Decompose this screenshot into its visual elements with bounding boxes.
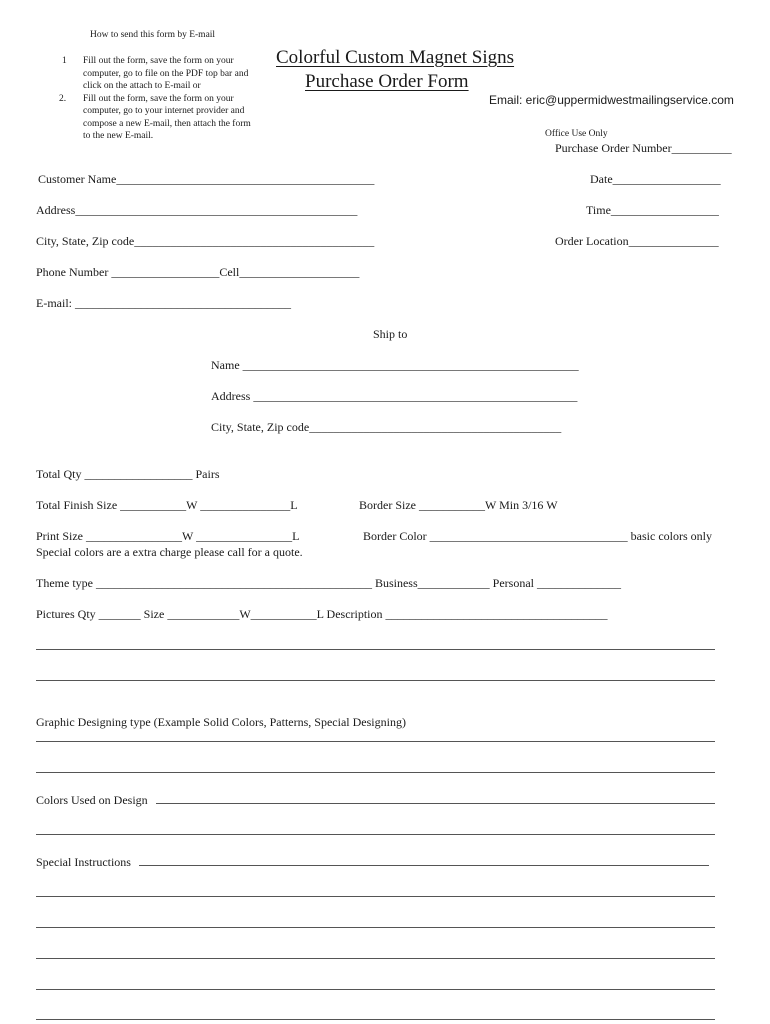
blank-line[interactable]: [36, 927, 715, 928]
total-finish-size-field[interactable]: Total Finish Size ___________W _______________L: [36, 498, 298, 512]
blank-line[interactable]: [36, 1019, 715, 1020]
step-line: computer, go to file on the PDF top bar and: [83, 68, 249, 79]
step-number: 2.: [59, 93, 67, 104]
instructions-heading: How to send this form by E-mail: [90, 30, 216, 40]
total-qty-field[interactable]: Total Qty __________________ Pairs: [36, 467, 220, 481]
blank-line[interactable]: [36, 680, 715, 681]
step-line: Fill out the form, save the form on your: [83, 56, 234, 66]
ship-name-field[interactable]: Name ________________________________________________________: [211, 358, 579, 372]
date-field[interactable]: Date__________________: [590, 172, 721, 186]
phone-field[interactable]: Phone Number __________________Cell____________________: [36, 265, 360, 279]
blank-line[interactable]: [36, 834, 715, 835]
step-line: to the new E-mail.: [83, 131, 154, 141]
border-size-field[interactable]: Border Size ___________W Min 3/16 W: [359, 498, 558, 512]
special-colors-note: Special colors are a extra charge please call for a quote.: [36, 545, 303, 559]
special-instructions-label: Special Instructions: [36, 855, 131, 869]
special-instructions-line[interactable]: [139, 865, 709, 866]
step-line: computer, go to your internet provider and: [83, 106, 245, 116]
order-location-field[interactable]: Order Location_______________: [555, 234, 719, 248]
email-field[interactable]: E-mail: ____________________________________: [36, 296, 291, 310]
theme-type-field[interactable]: Theme type ______________________________________________ Business____________ Personal ______________: [36, 576, 621, 590]
contact-email: Email: eric@uppermidwestmailingservice.com: [489, 93, 734, 107]
ship-to-heading: Ship to: [373, 327, 408, 341]
office-use-label: Office Use Only: [545, 129, 608, 139]
colors-used-line[interactable]: [156, 803, 715, 804]
blank-line[interactable]: [36, 772, 715, 773]
blank-line[interactable]: [36, 958, 715, 959]
ship-city-field[interactable]: City, State, Zip code__________________________________________: [211, 420, 562, 434]
address-field[interactable]: Address_______________________________________________: [36, 203, 358, 217]
blank-line[interactable]: [36, 741, 715, 742]
city-state-zip-field[interactable]: City, State, Zip code________________________________________: [36, 234, 375, 248]
blank-line[interactable]: [36, 649, 715, 650]
step-line: Fill out the form, save the form on your: [83, 93, 234, 104]
step-line: click on the attach to E-mail or: [83, 81, 201, 91]
blank-line[interactable]: [36, 989, 715, 990]
customer-name-field[interactable]: Customer Name___________________________________________: [38, 172, 375, 186]
border-color-field[interactable]: Border Color _________________________________ basic colors only: [363, 529, 712, 543]
ship-address-field[interactable]: Address ______________________________________________________: [211, 389, 578, 403]
step-line: compose a new E-mail, then attach the form: [83, 118, 251, 129]
form-subtitle: Purchase Order Form: [305, 71, 469, 92]
po-number-field[interactable]: Purchase Order Number__________: [555, 141, 732, 155]
time-field[interactable]: Time__________________: [586, 203, 719, 217]
colors-used-label: Colors Used on Design: [36, 793, 148, 807]
pictures-field[interactable]: Pictures Qty _______ Size ____________W___________L Description _____________________________________: [36, 607, 608, 621]
print-size-field[interactable]: Print Size ________________W ________________L: [36, 529, 300, 543]
graphic-designing-label: Graphic Designing type (Example Solid Colors, Patterns, Special Designing): [36, 715, 406, 729]
form-title: Colorful Custom Magnet Signs: [276, 47, 515, 68]
step-number: 1: [62, 56, 67, 66]
blank-line[interactable]: [36, 896, 715, 897]
